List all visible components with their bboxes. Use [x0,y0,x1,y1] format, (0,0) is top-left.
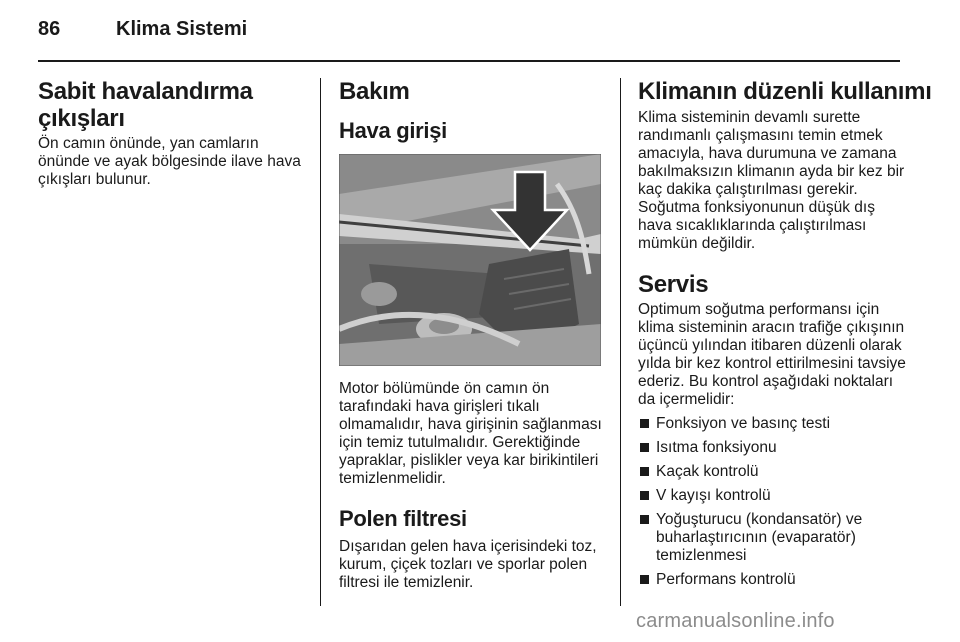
section-heading-service: Servis [638,271,709,298]
bullet-icon [640,467,649,476]
column-divider-1 [320,78,321,606]
bullet-icon [640,515,649,524]
site-watermark: carmanualsonline.info [636,610,835,632]
section-heading-fixed-vents: Sabit havalandırma çıkışları [38,78,253,132]
regular-ac-use-paragraph: Klima sisteminin devamlı surette randımanlı çalışmasını temin etmek amacıyla, hava durumuna ve zamana bakılmaksızın klimanın ayda bir kez bir kaç dakika çalıştırılması gerekir. Soğutma fonksiyonunun düşük dış hava sıcaklıklarında çalıştırılması mümkün değildir. [638,109,905,252]
header-divider [38,60,900,62]
list-item: Kaçak kontrolü [638,463,906,481]
bullet-icon [640,575,649,584]
column-divider-2 [620,78,621,606]
list-item: Fonksiyon ve basınç testi [638,415,906,433]
service-paragraph: Optimum soğutma performansı için klima sisteminin aracın trafiğe çıkışının üçüncü yılından itibaren düzenli olarak yılda bir kez kontrol ettirilmesini tavsiye ederiz. Bu kontrol aşağıdaki noktaları da içermelidir: [638,301,906,408]
bullet-icon [640,419,649,428]
subheading-air-inlet: Hava girişi [339,118,447,143]
subheading-pollen-filter: Polen filtresi [339,506,467,531]
section-heading-regular-ac-use: Klimanın düzenli kullanımı [638,78,932,105]
air-inlet-arrow-illustration [339,154,601,366]
column-ventilation [38,78,308,189]
page-number: 86 [38,18,61,40]
fixed-vents-paragraph: Ön camın önünde, yan camların önünde ve ayak bölgesinde ilave hava çıkışları bulunur. [38,135,301,188]
column-ac-usage [638,78,932,595]
bullet-icon [640,491,649,500]
column-maintenance [339,78,604,592]
pollen-filter-paragraph: Dışarıdan gelen hava içerisindeki toz, kurum, çiçek tozları ve sporlar polen filtresi ile temizlenir. [339,538,597,591]
page-header-title: Klima Sistemi [116,18,248,40]
list-item: Yoğuşturucu (kondansatör) ve buharlaştırıcının (evaparatör) temizlenmesi [638,511,906,565]
list-item: V kayışı kontrolü [638,487,906,505]
air-inlet-paragraph: Motor bölümünde ön camın ön tarafındaki hava girişleri tıkalı olmamalıdır, hava girişinin sağlanması için temiz tutulmalıdır. Gerektiğinde yapraklar, pislikler veya kar birikintileri temizlenmelidir. [339,380,602,487]
list-item: Performans kontrolü [638,571,906,589]
service-checklist [638,415,906,589]
bullet-icon [640,443,649,452]
list-item: Isıtma fonksiyonu [638,439,906,457]
section-heading-maintenance: Bakım [339,78,410,105]
